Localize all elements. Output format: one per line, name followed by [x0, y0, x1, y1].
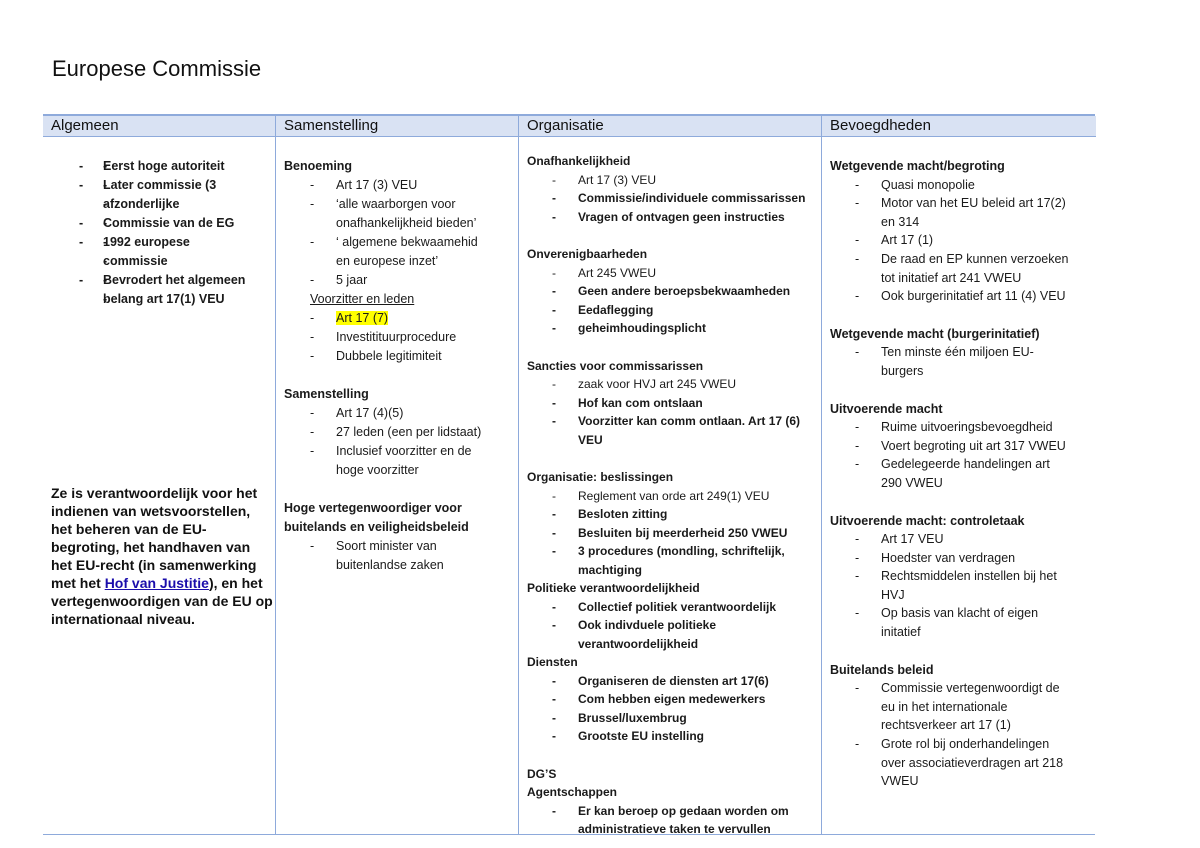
list-item-continuation: tot initatief art 241 VWEU	[881, 270, 1022, 285]
column-bevoegdheden	[821, 116, 1096, 834]
list-item: - Er kan beroep op gedaan worden om	[552, 803, 789, 818]
list-item: - Art 17 VEU	[855, 532, 944, 547]
section-title: Hoge vertegenwoordiger voor	[284, 501, 462, 515]
list-item: - Hoedster van verdragen	[855, 550, 1016, 565]
list-item: - Besluiten bij meerderheid 250 VWEU	[552, 525, 788, 540]
section-title: Politieke verantwoordelijkheid	[527, 581, 700, 595]
list-item: - Art 245 VWEU	[552, 265, 657, 280]
section-title: Sancties voor commissarissen	[527, 358, 704, 373]
list-item: - Soort minister van	[310, 539, 437, 553]
list-item: - Commissie vertegenwoordigt de	[855, 681, 1060, 696]
list-item-continuation: - belang art 17(1) VEU	[103, 290, 273, 309]
list-item-continuation: HVJ	[881, 587, 905, 602]
list-item-continuation: en 314	[881, 214, 920, 229]
section-title: Wetgevende macht (burgerinitatief)	[830, 326, 1040, 341]
column-algemeen	[43, 116, 275, 834]
list-item: - 5 jaar	[310, 273, 368, 287]
list-item: - Besloten zitting	[552, 507, 668, 521]
list-item: - Art 17 (7)	[310, 311, 389, 325]
highlighted-text: Art 17 (7)	[336, 311, 389, 325]
header-bevoegdheden: Bevoegdheden	[822, 116, 1096, 137]
column-samenstelling	[275, 116, 518, 834]
list-item: - Dubbele legitimiteit	[310, 349, 442, 363]
list-item-continuation: eu in het internationale	[881, 699, 1008, 714]
list-item: - ‘alle waarborgen voor	[310, 197, 456, 211]
list-item-continuation: rechtsverkeer art 17 (1)	[881, 718, 1011, 733]
commission-table	[43, 114, 1095, 835]
list-item: - Ten minste één miljoen EU-	[855, 345, 1034, 360]
list-item: - - Commissie van de EG	[103, 214, 273, 233]
list-item: - Geen andere beroepsbekwaamheden	[552, 284, 791, 298]
list-item: - Collectief politiek verantwoordelijk	[552, 599, 777, 614]
list-item: - Grote rol bij onderhandelingen	[855, 737, 1050, 752]
list-item: - - Eerst hoge autoriteit	[103, 157, 273, 176]
list-item: - Motor van het EU beleid art 17(2)	[855, 196, 1066, 211]
algemeen-paragraph: Ze is verantwoordelijk voor het indienen van wetsvoorstellen, het beheren van de EU-begroting, het handhaven van het EU-recht (in samenwerking met het Hof van Justitie), en het vertegenwoordigen van de EU op internationaal niveau.	[51, 485, 273, 627]
list-item: - Art 17 (3) VEU	[310, 178, 418, 192]
list-item-continuation: hoge voorzitter	[336, 463, 419, 477]
list-item: - Gedelegeerde handelingen art	[855, 457, 1050, 472]
list-item: - Com hebben eigen medewerkers	[552, 692, 766, 706]
list-item: - Ook indivduele politieke	[552, 618, 717, 632]
section-title: Diensten	[527, 655, 578, 669]
section-title: Buitelands beleid	[830, 662, 934, 677]
list-item: - Op basis van klacht of eigen	[855, 606, 1039, 621]
list-item: - - 1992 europese	[103, 233, 273, 252]
list-item: - ‘ algemene bekwaamehid	[310, 235, 478, 249]
list-item: - Grootste EU instelling	[552, 729, 705, 743]
list-item: - Ook burgerinitatief art 11 (4) VEU	[855, 289, 1066, 304]
list-item-continuation: machtiging	[578, 562, 643, 577]
section-title: Wetgevende macht/begroting	[830, 159, 1005, 173]
section-title: Agentschappen	[527, 785, 618, 799]
list-item: - Reglement van orde art 249(1) VEU	[552, 488, 770, 503]
section-subtitle: Voorzitter en leden	[310, 292, 415, 306]
list-item: - Art 17 (4)(5)	[310, 406, 404, 420]
list-item-continuation: buitenlandse zaken	[336, 558, 444, 572]
list-item: - Art 17 (3) VEU	[552, 172, 657, 187]
list-item-continuation: verantwoordelijkheid	[578, 636, 699, 651]
section-title: Onverenigbaarheden	[527, 247, 648, 261]
list-item: - Voorzitter kan comm ontlaan. Art 17 (6)	[552, 414, 801, 428]
list-item: - - Later commissie (3	[103, 176, 273, 195]
list-item-continuation: VEU	[578, 432, 603, 447]
list-item: - Inclusief voorzitter en de	[310, 444, 472, 458]
list-item: - Brussel/luxembrug	[552, 710, 687, 725]
list-item: - Investitituurprocedure	[310, 330, 457, 344]
list-item: - Voert begroting uit art 317 VWEU	[855, 438, 1066, 453]
list-item: - Rechtsmiddelen instellen bij het	[855, 569, 1057, 584]
list-item: - zaak voor HVJ art 245 VWEU	[552, 377, 737, 391]
list-item: - 27 leden (een per lidstaat)	[310, 425, 482, 439]
list-item-continuation: - commissie	[103, 252, 273, 271]
page-title: Europese Commissie	[52, 56, 262, 81]
list-item-continuation: burgers	[881, 363, 924, 378]
hof-van-justitie-link[interactable]: Hof van Justitie	[104, 575, 209, 591]
section-title: Organisatie: beslissingen	[527, 470, 674, 484]
list-item: - Vragen of ontvagen geen instructies	[552, 209, 785, 224]
list-item: - geheimhoudingsplicht	[552, 321, 706, 335]
column-organisatie	[518, 116, 821, 834]
list-item: - Art 17 (1)	[855, 233, 934, 248]
list-item-continuation: initatief	[881, 625, 921, 640]
list-item: - Eedaflegging	[552, 302, 654, 317]
section-title: Uitvoerende macht: controletaak	[830, 513, 1025, 528]
list-item-continuation: VWEU	[881, 774, 919, 789]
list-item-continuation: administratieve taken te vervullen	[578, 822, 771, 836]
section-title: Samenstelling	[284, 387, 369, 401]
list-item: - De raad en EP kunnen verzoeken	[855, 251, 1069, 266]
list-item: - Quasi monopolie	[855, 177, 975, 192]
section-title: Onafhankelijkheid	[527, 154, 631, 168]
list-item: - Ruime uitvoeringsbevoegdheid	[855, 420, 1053, 435]
list-item-continuation: 290 VWEU	[881, 475, 943, 490]
list-item-continuation: onafhankelijkheid bieden’	[336, 216, 477, 230]
list-item: - 3 procedures (mondling, schriftelijk,	[552, 544, 785, 558]
header-organisatie: Organisatie	[519, 116, 821, 137]
list-item: - Hof kan com ontslaan	[552, 395, 703, 410]
section-title: Uitvoerende macht	[830, 401, 943, 416]
header-algemeen: Algemeen	[43, 116, 275, 137]
list-item: - - Bevrodert het algemeen	[103, 271, 273, 290]
section-title: Benoeming	[284, 159, 353, 173]
list-item: - Commissie/individuele commissarissen	[552, 191, 806, 205]
header-samenstelling: Samenstelling	[276, 116, 518, 137]
list-item: - Organiseren de diensten art 17(6)	[552, 673, 769, 688]
section-title: DG’S	[527, 766, 557, 781]
list-item-continuation: over associatieverdragen art 218	[881, 755, 1064, 770]
section-title: buitelands en veiligheidsbeleid	[284, 520, 469, 534]
algemeen-list	[79, 157, 273, 309]
list-item-continuation: en europese inzet’	[336, 254, 439, 268]
list-item-continuation: - afzonderlijke	[103, 195, 273, 214]
